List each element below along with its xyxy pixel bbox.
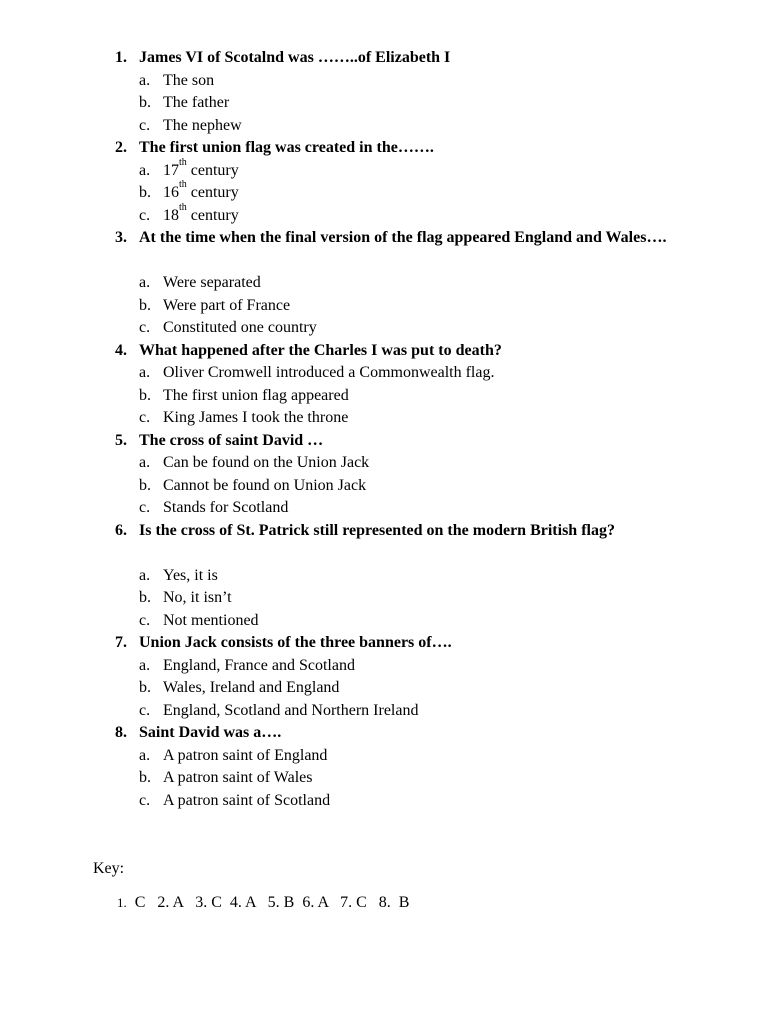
century-number: 18 bbox=[163, 207, 179, 224]
option-text: A patron saint of Scotland bbox=[163, 792, 331, 809]
answer-key-number: 1. bbox=[117, 895, 127, 910]
century-word: century bbox=[186, 184, 239, 201]
option-letter: b. bbox=[139, 297, 151, 314]
question-4 bbox=[115, 340, 675, 363]
option-text bbox=[163, 202, 679, 228]
option-2b bbox=[139, 179, 679, 205]
option-6b bbox=[139, 587, 679, 610]
question-text: Is the cross of St. Patrick still represented on the modern British flag? bbox=[139, 522, 615, 539]
option-letter: a. bbox=[139, 657, 151, 674]
question-text: Union Jack consists of the three banners of…. bbox=[139, 634, 452, 651]
option-letter: c. bbox=[139, 612, 151, 629]
option-letter: c. bbox=[139, 319, 151, 336]
option-letter: a. bbox=[139, 72, 151, 89]
option-letter: b. bbox=[139, 769, 151, 786]
option-text: Oliver Cromwell introduced a Commonwealth flag. bbox=[163, 364, 495, 381]
option-text: Not mentioned bbox=[163, 612, 259, 629]
century-word: century bbox=[186, 207, 239, 224]
option-text: The nephew bbox=[163, 117, 242, 134]
option-7a bbox=[139, 655, 679, 678]
option-4a bbox=[139, 362, 679, 385]
option-text bbox=[163, 157, 679, 183]
question-number: 7. bbox=[115, 634, 127, 651]
option-letter: b. bbox=[139, 184, 151, 201]
option-letter: c. bbox=[139, 117, 151, 134]
option-1a bbox=[139, 70, 679, 93]
option-text bbox=[163, 179, 679, 205]
answer-key-answers: C 2. A 3. C 4. A 5. B 6. A 7. C 8. B bbox=[126, 894, 410, 911]
question-number: 1. bbox=[115, 49, 127, 66]
question-7 bbox=[115, 632, 675, 655]
option-3a bbox=[139, 272, 679, 295]
option-letter: b. bbox=[139, 679, 151, 696]
option-3c bbox=[139, 317, 679, 340]
question-text: The cross of saint David … bbox=[139, 432, 324, 449]
option-4b bbox=[139, 385, 679, 408]
option-text: King James I took the throne bbox=[163, 409, 349, 426]
question-number: 3. bbox=[115, 229, 127, 246]
question-number: 2. bbox=[115, 139, 127, 156]
option-letter: b. bbox=[139, 94, 151, 111]
option-letter: a. bbox=[139, 274, 151, 291]
option-7b bbox=[139, 677, 679, 700]
option-text: Constituted one country bbox=[163, 319, 317, 336]
option-6a bbox=[139, 565, 679, 588]
option-text: Cannot be found on Union Jack bbox=[163, 477, 367, 494]
question-text: The first union flag was created in the……. bbox=[139, 139, 434, 156]
question-6 bbox=[115, 520, 675, 543]
option-text: No, it isn’t bbox=[163, 589, 232, 606]
option-text: Can be found on the Union Jack bbox=[163, 454, 370, 471]
option-text: The first union flag appeared bbox=[163, 387, 349, 404]
question-text: James VI of Scotalnd was ……..of Elizabeth I bbox=[139, 49, 451, 66]
option-text: Were part of France bbox=[163, 297, 291, 314]
option-4c bbox=[139, 407, 679, 430]
option-letter: a. bbox=[139, 567, 151, 584]
option-text: Stands for Scotland bbox=[163, 499, 289, 516]
option-text: The father bbox=[163, 94, 230, 111]
ordinal-suffix: th bbox=[179, 202, 187, 213]
question-number: 5. bbox=[115, 432, 127, 449]
option-letter: c. bbox=[139, 409, 151, 426]
option-text: England, Scotland and Northern Ireland bbox=[163, 702, 419, 719]
option-6c bbox=[139, 610, 679, 633]
ordinal-suffix: th bbox=[179, 157, 187, 168]
option-text: England, France and Scotland bbox=[163, 657, 355, 674]
option-text: A patron saint of Wales bbox=[163, 769, 313, 786]
option-5b bbox=[139, 475, 679, 498]
option-7c bbox=[139, 700, 679, 723]
option-text: Were separated bbox=[163, 274, 261, 291]
option-8c bbox=[139, 790, 679, 813]
option-letter: a. bbox=[139, 162, 151, 179]
option-letter: b. bbox=[139, 477, 151, 494]
option-letter: c. bbox=[139, 702, 151, 719]
ordinal-suffix: th bbox=[179, 179, 187, 190]
option-8b bbox=[139, 767, 679, 790]
option-text: Wales, Ireland and England bbox=[163, 679, 340, 696]
option-1b bbox=[139, 92, 679, 115]
option-8a bbox=[139, 745, 679, 768]
question-number: 8. bbox=[115, 724, 127, 741]
question-text: Saint David was a…. bbox=[139, 724, 282, 741]
option-letter: c. bbox=[139, 207, 151, 224]
question-3 bbox=[115, 227, 675, 250]
option-letter: a. bbox=[139, 747, 151, 764]
century-word: century bbox=[186, 162, 239, 179]
question-2 bbox=[115, 137, 675, 160]
question-number: 4. bbox=[115, 342, 127, 359]
question-text: What happened after the Charles I was put to death? bbox=[139, 342, 502, 359]
option-3b bbox=[139, 295, 679, 318]
answer-key-label: Key: bbox=[93, 860, 125, 877]
answer-key-row bbox=[117, 894, 409, 912]
option-letter: a. bbox=[139, 364, 151, 381]
option-letter: a. bbox=[139, 454, 151, 471]
question-1 bbox=[115, 47, 675, 70]
question-8 bbox=[115, 722, 675, 745]
option-2c bbox=[139, 202, 679, 228]
option-5a bbox=[139, 452, 679, 475]
option-letter: c. bbox=[139, 499, 151, 516]
question-text: At the time when the final version of the flag appeared England and Wales…. bbox=[139, 229, 667, 246]
option-1c bbox=[139, 115, 679, 138]
option-text: A patron saint of England bbox=[163, 747, 328, 764]
option-text: Yes, it is bbox=[163, 567, 218, 584]
century-number: 16 bbox=[163, 184, 179, 201]
question-number: 6. bbox=[115, 522, 127, 539]
option-2a bbox=[139, 157, 679, 183]
question-5 bbox=[115, 430, 675, 453]
option-letter: c. bbox=[139, 792, 151, 809]
century-number: 17 bbox=[163, 162, 179, 179]
option-5c bbox=[139, 497, 679, 520]
option-letter: b. bbox=[139, 589, 151, 606]
option-letter: b. bbox=[139, 387, 151, 404]
option-text: The son bbox=[163, 72, 215, 89]
